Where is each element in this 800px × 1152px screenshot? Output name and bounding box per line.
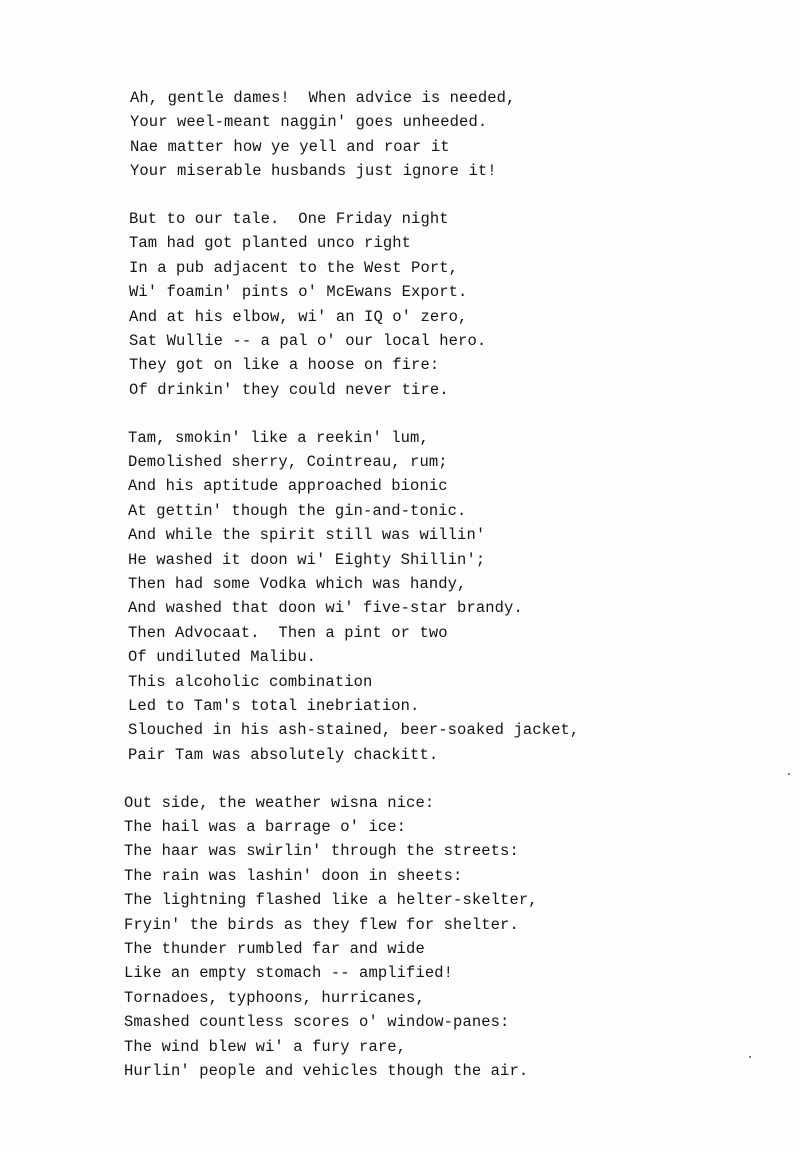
poem-line: Smashed countless scores o' window-panes:: [124, 1013, 510, 1032]
poem-line: Nae matter how ye yell and roar it: [130, 137, 450, 156]
poem-line: Led to Tam's total inebriation.: [128, 696, 420, 715]
poem-line: Tornadoes, typhoons, hurricanes,: [124, 988, 425, 1007]
poem-line: Pair Tam was absolutely chackitt.: [128, 745, 439, 764]
stanza-1: [130, 86, 784, 184]
poem-line: The wind blew wi' a fury rare,: [124, 1037, 407, 1056]
poem-line: In a pub adjacent to the West Port,: [129, 258, 459, 277]
poem-line: The haar was swirlin' through the streets:: [124, 842, 519, 861]
poem-line: And while the spirit still was willin': [128, 526, 486, 545]
poem-line: Your miserable husbands just ignore it!: [130, 162, 497, 181]
poem-text: [124, 86, 784, 1107]
poem-line: Demolished sherry, Cointreau, rum;: [128, 453, 448, 472]
poem-line: But to our tale. One Friday night: [129, 210, 449, 229]
poem-line: Tam had got planted unco right: [129, 234, 412, 253]
poem-line: Like an empty stomach -- amplified!: [124, 964, 454, 983]
poem-line: Then Advocaat. Then a pint or two: [128, 623, 448, 642]
poem-line: This alcoholic combination: [128, 672, 373, 691]
stanza-2: [129, 207, 784, 402]
poem-line: Then had some Vodka which was handy,: [128, 575, 467, 594]
scan-speck: [749, 1056, 751, 1058]
poem-line: Of drinkin' they could never tire.: [129, 380, 449, 399]
poem-line: Sat Wullie -- a pal o' our local hero.: [129, 332, 487, 351]
poem-line: Fryin' the birds as they flew for shelter.: [124, 915, 519, 934]
poem-line: Out side, the weather wisna nice:: [124, 793, 435, 812]
poem-line: The lightning flashed like a helter-skelter,: [124, 891, 538, 910]
poem-line: Your weel-meant naggin' goes unheeded.: [130, 113, 488, 132]
poem-line: The hail was a barrage o' ice:: [124, 818, 407, 837]
poem-line: Ah, gentle dames! When advice is needed,: [130, 89, 516, 107]
poem-line: Slouched in his ash-stained, beer-soaked jacket,: [128, 721, 580, 740]
poem-line: He washed it doon wi' Eighty Shillin';: [128, 550, 486, 569]
poem-line: The thunder rumbled far and wide: [124, 940, 425, 958]
scan-speck: [788, 773, 790, 775]
stanza-4: [124, 791, 784, 1084]
poem-line: And at his elbow, wi' an IQ o' zero,: [129, 307, 468, 326]
poem-line: The rain was lashin' doon in sheets:: [124, 866, 463, 885]
poem-line: Tam, smokin' like a reekin' lum,: [128, 428, 429, 447]
poem-line: They got on like a hoose on fire:: [129, 356, 440, 375]
poem-line: Hurlin' people and vehicles though the air.: [124, 1061, 529, 1080]
poem-line: At gettin' though the gin-and-tonic.: [128, 501, 467, 520]
poem-line: And washed that doon wi' five-star brandy.: [128, 599, 523, 618]
stanza-3: [128, 426, 784, 767]
poem-line: And his aptitude approached bionic: [128, 477, 448, 496]
poem-line: Of undiluted Malibu.: [128, 648, 317, 667]
poem-line: Wi' foamin' pints o' McEwans Export.: [129, 283, 468, 302]
